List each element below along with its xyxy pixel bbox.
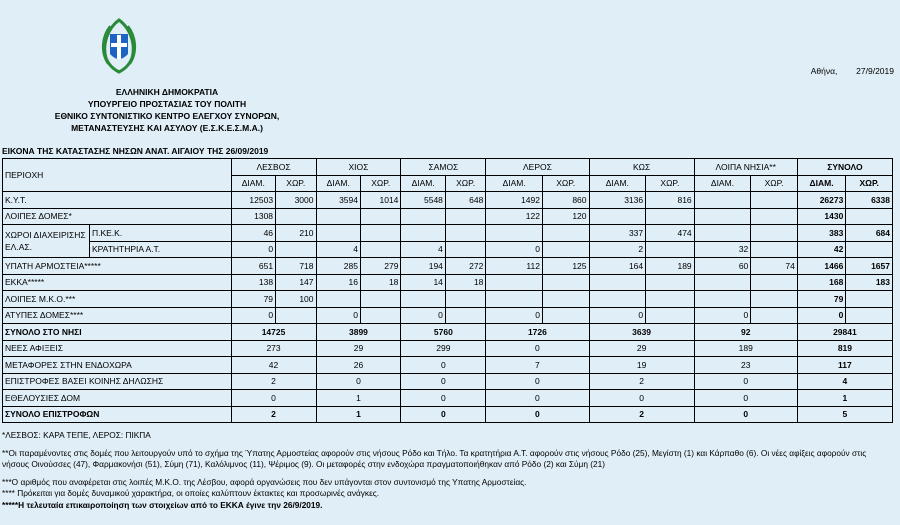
island-header: ΛΟΙΠΑ ΝΗΣΙΑ**	[694, 159, 797, 176]
value-cell: 5760	[401, 324, 486, 341]
value-cell: 23	[694, 357, 797, 374]
value-cell	[589, 208, 646, 225]
value-cell	[694, 208, 751, 225]
value-cell: 3899	[316, 324, 401, 341]
value-cell: 14725	[231, 324, 316, 341]
value-cell: 29841	[797, 324, 892, 341]
value-cell: 138	[231, 274, 275, 291]
value-cell	[589, 274, 646, 291]
value-cell	[316, 291, 360, 308]
value-cell	[646, 241, 695, 258]
sub-header: ΧΩΡ.	[445, 175, 485, 192]
value-cell	[360, 208, 400, 225]
sub-header: ΔΙΑΜ.	[797, 175, 846, 192]
value-cell: 285	[316, 258, 360, 275]
value-cell	[846, 208, 893, 225]
value-cell: 42	[231, 357, 316, 374]
value-cell: 0	[486, 340, 589, 357]
value-cell: 29	[589, 340, 694, 357]
sub-header: ΔΙΑΜ.	[316, 175, 360, 192]
value-cell: 0	[694, 406, 797, 423]
sub-header: ΧΩΡ.	[846, 175, 893, 192]
value-cell: 74	[751, 258, 798, 275]
value-cell: 0	[401, 357, 486, 374]
value-cell: 4	[797, 373, 892, 390]
value-cell	[486, 274, 543, 291]
value-cell: 194	[401, 258, 445, 275]
table-row	[3, 208, 893, 225]
value-cell	[589, 291, 646, 308]
value-cell	[360, 225, 400, 242]
island-header: ΛΕΣΒΟΣ	[231, 159, 316, 176]
footnote: **** Πρόκειται για δομές δυναμικού χαρακτήρα, οι οποίες καλύπτουν έκτακτες και προσωρινές ανάγκες.	[2, 488, 380, 498]
table-row	[3, 291, 893, 308]
value-cell: 718	[276, 258, 316, 275]
value-cell: 1	[316, 390, 401, 407]
value-cell: 272	[445, 258, 485, 275]
value-cell: 0	[589, 307, 646, 324]
row-label: ΕΘΕΛΟΥΣΙΕΣ ΔΟΜ	[3, 390, 232, 407]
value-cell: 189	[694, 340, 797, 357]
value-cell: 3136	[589, 192, 646, 209]
row-label: ΕΚΚΑ*****	[3, 274, 232, 291]
value-cell: 0	[401, 307, 445, 324]
value-cell: 4	[401, 241, 445, 258]
table-row	[3, 340, 893, 357]
value-cell: 337	[589, 225, 646, 242]
table-row	[3, 406, 893, 423]
region-header: ΠΕΡΙΟΧΗ	[3, 159, 232, 192]
row-label: ΣΥΝΟΛΟ ΣΤΟ ΝΗΣΙ	[3, 324, 232, 341]
value-cell: 816	[646, 192, 695, 209]
value-cell: 16	[316, 274, 360, 291]
value-cell: 819	[797, 340, 892, 357]
value-cell: 164	[589, 258, 646, 275]
value-cell: 2	[589, 406, 694, 423]
value-cell: 183	[846, 274, 893, 291]
value-cell: 0	[486, 390, 589, 407]
value-cell: 651	[231, 258, 275, 275]
value-cell: 19	[589, 357, 694, 374]
value-cell: 2	[589, 373, 694, 390]
sub-header: ΧΩΡ.	[542, 175, 589, 192]
value-cell: 100	[276, 291, 316, 308]
value-cell: 474	[646, 225, 695, 242]
value-cell: 5	[797, 406, 892, 423]
value-cell	[646, 274, 695, 291]
sub-header: ΧΩΡ.	[646, 175, 695, 192]
value-cell	[360, 241, 400, 258]
value-cell	[401, 225, 445, 242]
value-cell	[360, 307, 400, 324]
ministry-header	[2, 86, 332, 134]
value-cell: 0	[316, 373, 401, 390]
sub-header: ΔΙΑΜ.	[589, 175, 646, 192]
value-cell	[846, 291, 893, 308]
value-cell	[276, 208, 316, 225]
value-cell: 12503	[231, 192, 275, 209]
row-label: ΑΤΥΠΕΣ ΔΟΜΕΣ****	[3, 307, 232, 324]
value-cell: 0	[231, 307, 275, 324]
value-cell: 1	[316, 406, 401, 423]
value-cell	[316, 225, 360, 242]
island-header: ΣΑΜΟΣ	[401, 159, 486, 176]
sub-header: ΧΩΡ.	[360, 175, 400, 192]
value-cell: 0	[694, 373, 797, 390]
value-cell: 0	[231, 390, 316, 407]
value-cell: 1657	[846, 258, 893, 275]
value-cell: 299	[401, 340, 486, 357]
header-line: ΜΕΤΑΝΑΣΤΕΥΣΗΣ ΚΑΙ ΑΣΥΛΟΥ (Ε.Σ.Κ.Ε.Σ.Μ.Α.)	[71, 123, 263, 133]
row-label: ΛΟΙΠΕΣ Μ.Κ.Ο.***	[3, 291, 232, 308]
value-cell	[542, 291, 589, 308]
row-label: ΝΕΕΣ ΑΦΙΞΕΙΣ	[3, 340, 232, 357]
value-cell: 6338	[846, 192, 893, 209]
value-cell: 3594	[316, 192, 360, 209]
island-header: ΛΕΡΟΣ	[486, 159, 589, 176]
value-cell: 0	[589, 390, 694, 407]
value-cell: 0	[231, 241, 275, 258]
island-header: ΧΙΟΣ	[316, 159, 401, 176]
value-cell	[401, 208, 445, 225]
value-cell: 189	[646, 258, 695, 275]
table-row	[3, 373, 893, 390]
table-row	[3, 192, 893, 209]
value-cell: 122	[486, 208, 543, 225]
report-date: 27/9/2019	[856, 66, 894, 76]
value-cell: 1430	[797, 208, 846, 225]
footnotes	[2, 430, 892, 511]
header-line: ΕΘΝΙΚΟ ΣΥΝΤΟΝΙΣΤΙΚΟ ΚΕΝΤΡΟ ΕΛΕΓΧΟΥ ΣΥΝΟΡΩΝ,	[54, 111, 280, 121]
value-cell: 18	[360, 274, 400, 291]
value-cell: 1726	[486, 324, 589, 341]
value-cell	[445, 291, 485, 308]
value-cell: 0	[486, 307, 543, 324]
value-cell	[486, 225, 543, 242]
greek-emblem-icon	[88, 14, 150, 76]
value-cell	[751, 208, 798, 225]
value-cell: 0	[486, 241, 543, 258]
value-cell: 18	[445, 274, 485, 291]
date-line	[811, 66, 894, 76]
value-cell: 112	[486, 258, 543, 275]
table-row	[3, 324, 893, 341]
value-cell	[751, 225, 798, 242]
value-cell	[276, 241, 316, 258]
value-cell: 117	[797, 357, 892, 374]
status-table	[2, 158, 893, 423]
value-cell: 1	[797, 390, 892, 407]
value-cell: 2	[589, 241, 646, 258]
value-cell: 26273	[797, 192, 846, 209]
value-cell: 383	[797, 225, 846, 242]
value-cell: 0	[694, 390, 797, 407]
value-cell	[360, 291, 400, 308]
footnote: ***Ο αριθμός που αναφέρεται στις λοιπές Μ.Κ.Ο. της Λέσβου, αφορά οργανώσεις που δεν υπάγονται στον συντονισμό της Υπατης Αρμοστείας.	[2, 476, 527, 487]
value-cell	[276, 307, 316, 324]
value-cell: 3000	[276, 192, 316, 209]
value-cell: 92	[694, 324, 797, 341]
value-cell: 147	[276, 274, 316, 291]
value-cell	[846, 307, 893, 324]
value-cell	[646, 208, 695, 225]
value-cell: 0	[316, 307, 360, 324]
footnote: *ΛΕΣΒΟΣ: ΚΑΡΑ ΤΕΠΕ, ΛΕΡΟΣ: ΠΙΚΠΑ	[2, 430, 151, 440]
sub-header: ΔΙΑΜ.	[401, 175, 445, 192]
value-cell: 0	[401, 390, 486, 407]
value-cell	[694, 291, 751, 308]
value-cell: 2	[231, 373, 316, 390]
value-cell: 5548	[401, 192, 445, 209]
value-cell: 46	[231, 225, 275, 242]
footnote: **Οι παραμένοντες στις δομές που λειτουργούν υπό το σχήμα της Ύπατης Αρμοστείας αφορούν στις νήσους Ρόδο και Τήλο. Τα κρατητήρια Α.Τ. αφορούν στις νήσους Ρόδο (25), Μεγίστη (1) και Κάρπαθο (6). Οι νέες αφίξεις αφορούν στις νήσους Οινούσσες (47), Φαρμακονήσι (51), Σύμη (71), Καλόλιμνος (11), Ψέριμος (9). Οι μεταφορές στην ενδοχώρα πραγματοποιήθηκαν από Ρόδο (2) και Σύμη (21)	[2, 447, 867, 469]
sub-header: ΔΙΑΜ.	[231, 175, 275, 192]
value-cell: 32	[694, 241, 751, 258]
value-cell: 273	[231, 340, 316, 357]
table-row	[3, 258, 893, 275]
value-cell: 79	[797, 291, 846, 308]
row-label: ΛΟΙΠΕΣ ΔΟΜΕΣ*	[3, 208, 232, 225]
row-label: ΣΥΝΟΛΟ ΕΠΙΣΤΡΟΦΩΝ	[3, 406, 232, 423]
value-cell	[846, 241, 893, 258]
value-cell: 26	[316, 357, 401, 374]
value-cell	[445, 307, 485, 324]
value-cell: 0	[486, 373, 589, 390]
value-cell	[751, 274, 798, 291]
table-row	[3, 225, 893, 242]
value-cell	[542, 241, 589, 258]
value-cell	[646, 291, 695, 308]
row-label: ΥΠΑΤΗ ΑΡΜΟΣΤΕΙΑ*****	[3, 258, 232, 275]
value-cell: 4	[316, 241, 360, 258]
xoroi-label: ΧΩΡΟΙ ΔΙΑΧΕΙΡΙΣΗΣ ΕΛ.ΑΣ.	[3, 225, 90, 258]
row-label: Π.ΚΕ.Κ.	[89, 225, 231, 242]
value-cell	[751, 291, 798, 308]
report-subtitle: ΕΙΚΟΝΑ ΤΗΣ ΚΑΤΑΣΤΑΣΗΣ ΝΗΣΩΝ ΑΝΑΤ. ΑΙΓΑΙΟΥ ΤΗΣ 26/09/2019	[2, 146, 269, 156]
value-cell	[316, 208, 360, 225]
value-cell	[401, 291, 445, 308]
row-label: ΜΕΤΑΦΟΡΕΣ ΣΤΗΝ ΕΝΔΟΧΩΡΑ	[3, 357, 232, 374]
place: Αθήνα,	[810, 66, 838, 76]
value-cell	[751, 241, 798, 258]
row-label: ΕΠΙΣΤΡΟΦΕΣ ΒΑΣΕΙ ΚΟΙΝΗΣ ΔΗΛΩΣΗΣ	[3, 373, 232, 390]
value-cell: 1308	[231, 208, 275, 225]
value-cell	[542, 225, 589, 242]
table-row	[3, 390, 893, 407]
value-cell: 79	[231, 291, 275, 308]
value-cell: 684	[846, 225, 893, 242]
value-cell	[542, 274, 589, 291]
value-cell: 7	[486, 357, 589, 374]
value-cell: 42	[797, 241, 846, 258]
value-cell	[486, 291, 543, 308]
value-cell: 860	[542, 192, 589, 209]
value-cell	[751, 307, 798, 324]
row-label: Κ.Υ.Τ.	[3, 192, 232, 209]
value-cell: 210	[276, 225, 316, 242]
value-cell: 0	[401, 373, 486, 390]
value-cell: 1492	[486, 192, 543, 209]
value-cell	[445, 208, 485, 225]
value-cell	[694, 192, 751, 209]
island-header: ΚΩΣ	[589, 159, 694, 176]
value-cell	[542, 307, 589, 324]
value-cell	[646, 307, 695, 324]
value-cell: 125	[542, 258, 589, 275]
value-cell: 60	[694, 258, 751, 275]
value-cell: 14	[401, 274, 445, 291]
value-cell	[445, 225, 485, 242]
value-cell: 279	[360, 258, 400, 275]
value-cell	[694, 225, 751, 242]
sub-header: ΔΙΑΜ.	[486, 175, 543, 192]
sub-header: ΧΩΡ.	[751, 175, 798, 192]
value-cell: 0	[694, 307, 751, 324]
value-cell: 0	[486, 406, 589, 423]
table-row	[3, 357, 893, 374]
value-cell: 1014	[360, 192, 400, 209]
value-cell: 0	[401, 406, 486, 423]
value-cell: 168	[797, 274, 846, 291]
sub-header: ΧΩΡ.	[276, 175, 316, 192]
value-cell	[694, 274, 751, 291]
value-cell: 120	[542, 208, 589, 225]
value-cell: 0	[797, 307, 846, 324]
table-row	[3, 307, 893, 324]
row-label: ΚΡΑΤΗΤΗΡΙΑ Α.Τ.	[89, 241, 231, 258]
value-cell: 1466	[797, 258, 846, 275]
header-line: ΥΠΟΥΡΓΕΙΟ ΠΡΟΣΤΑΣΙΑΣ ΤΟΥ ΠΟΛΙΤΗ	[87, 99, 247, 109]
value-cell: 3639	[589, 324, 694, 341]
footnote: *****Η τελευταία επικαιροποίηση των στοιχείων από το ΕΚΚΑ έγινε την 26/9/2019.	[2, 499, 323, 510]
table-row	[3, 241, 893, 258]
sub-header: ΔΙΑΜ.	[694, 175, 751, 192]
header-row-islands	[3, 159, 893, 176]
value-cell: 648	[445, 192, 485, 209]
header-line: ΕΛΛΗΝΙΚΗ ΔΗΜΟΚΡΑΤΙΑ	[115, 87, 219, 97]
table-row	[3, 274, 893, 291]
value-cell	[445, 241, 485, 258]
total-header: ΣΥΝΟΛΟ	[797, 159, 892, 176]
value-cell: 2	[231, 406, 316, 423]
value-cell	[751, 192, 798, 209]
value-cell: 29	[316, 340, 401, 357]
